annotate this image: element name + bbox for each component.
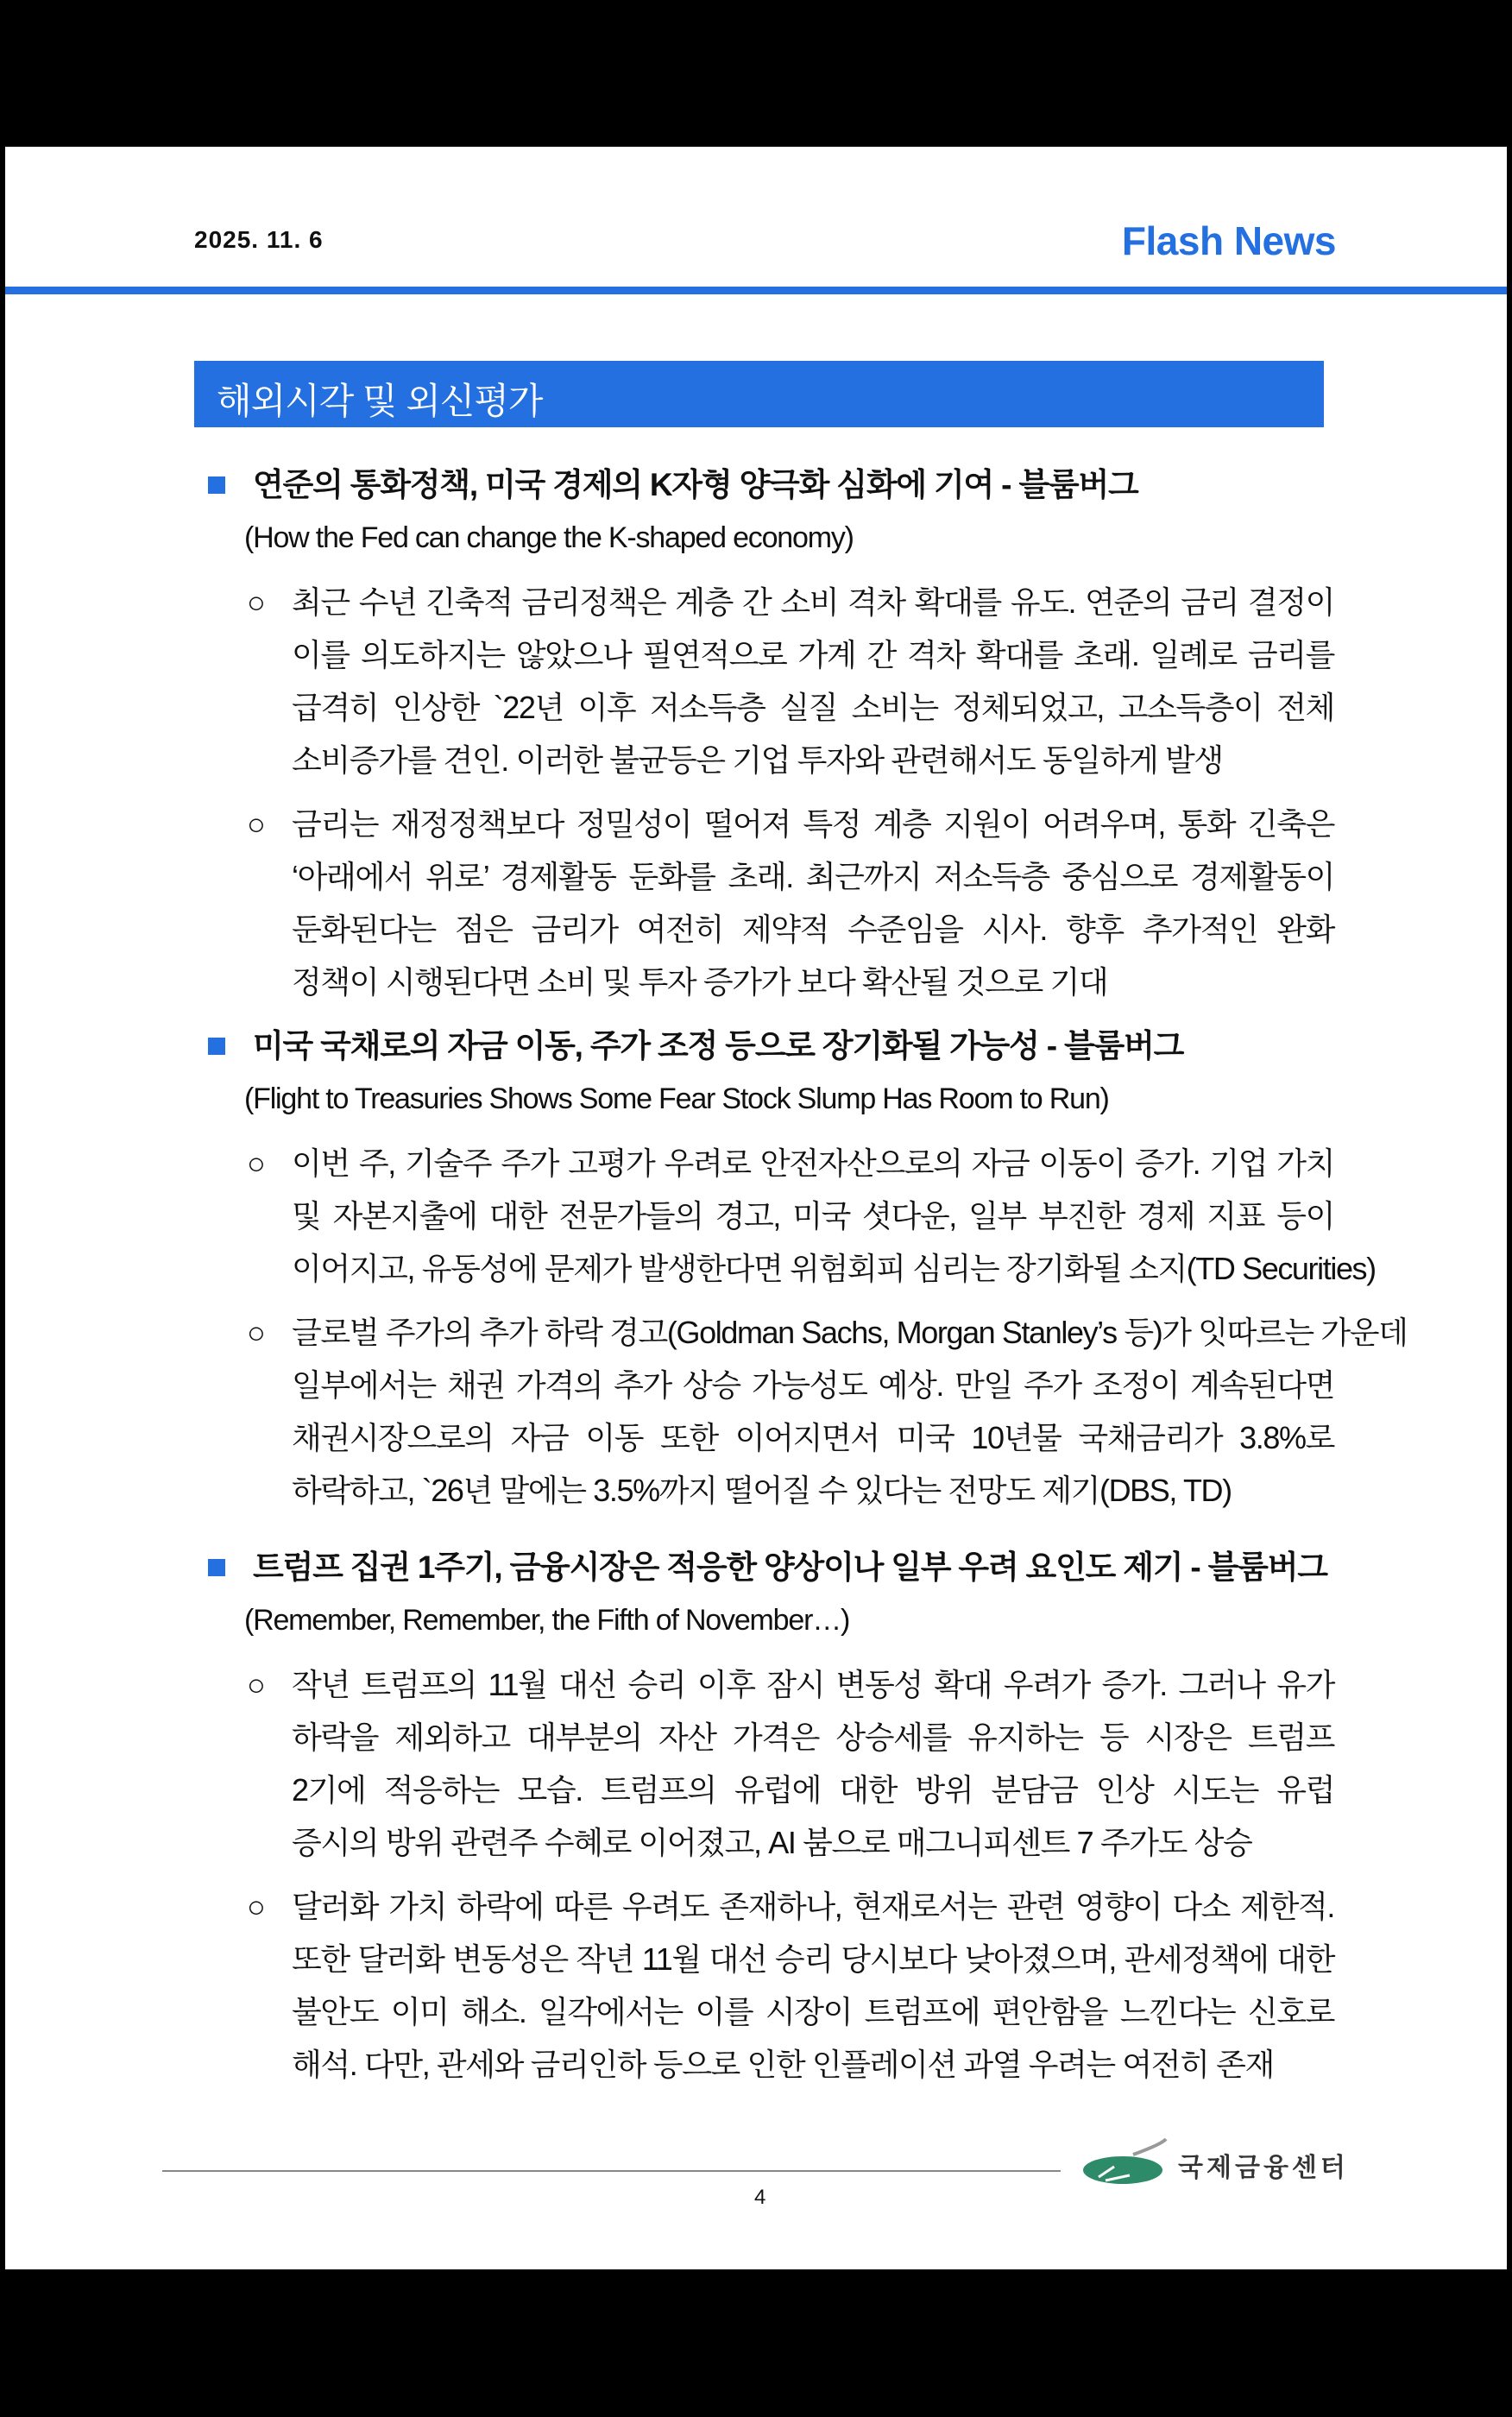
article-paragraph (208, 1658, 1334, 1869)
circle-bullet-icon: ○ (247, 1315, 266, 1350)
article-headline (208, 458, 1330, 511)
paragraph-line: 이어지고, 유동성에 문제가 발생한다면 위험회피 심리는 장기화될 소지(TD Securities) (292, 1251, 1376, 1286)
paragraph-line: 해석. 다만, 관세와 금리인하 등으로 인한 인플레이션 과열 우려는 여전히 존재 (292, 2047, 1274, 2082)
paragraph-line: 채권시장으로의 자금 이동 또한 이어지면서 미국 10년물 국채금리가 3.8%로 (292, 1420, 1334, 1455)
org-logo (1080, 2137, 1356, 2189)
article-subtitle: (Flight to Treasuries Shows Some Fear Stock Slump Has Room to Run) (244, 1082, 1109, 1115)
article (208, 458, 1334, 1008)
square-bullet-icon (208, 1038, 225, 1055)
article-headline (208, 1541, 1330, 1593)
paragraph-line: 및 자본지출에 대한 전문가들의 경고, 미국 셧다운, 일부 부진한 경제 지표 등이 (292, 1198, 1334, 1234)
paragraph-line: 하락하고, `26년 말에는 3.5%까지 떨어질 수 있다는 전망도 제기(DBS, TD) (292, 1473, 1232, 1508)
paragraph-line: 이번 주, 기술주 주가 고평가 우려로 안전자산으로의 자금 이동이 증가. 기업 가치 (292, 1145, 1334, 1181)
header-divider (5, 287, 1507, 294)
article-headline (208, 1019, 1330, 1072)
circle-bullet-icon: ○ (247, 1667, 266, 1702)
paragraph-line: 최근 수년 긴축적 금리정책은 계층 간 소비 격차 확대를 유도. 연준의 금리 결정이 (292, 584, 1334, 620)
paragraph-line: 글로벌 주가의 추가 하락 경고(Goldman Sachs, Morgan Stanley’s 등)가 잇따르는 가운데 (292, 1315, 1408, 1350)
headline-text: 미국 국채로의 자금 이동, 주가 조정 등으로 장기화될 가능성 - 블룸버그 (253, 1028, 1184, 1063)
paragraph-line: 일부에서는 채권 가격의 추가 상승 가능성도 예상. 만일 주가 조정이 계속된다면 (292, 1367, 1334, 1403)
footer-divider (162, 2170, 1061, 2172)
paragraph-line: 정책이 시행된다면 소비 및 투자 증가가 보다 확산될 것으로 기대 (292, 964, 1108, 1000)
circle-bullet-icon: ○ (247, 1145, 266, 1181)
logo-ellipse-icon (1080, 2137, 1175, 2189)
paragraph-line: 금리는 재정정책보다 정밀성이 떨어져 특정 계층 지원이 어려우며, 통화 긴축은 (292, 806, 1334, 842)
paragraph-line: 작년 트럼프의 11월 대선 승리 이후 잠시 변동성 확대 우려가 증가. 그러나 유가 (292, 1667, 1334, 1702)
article-paragraph (208, 1137, 1376, 1295)
article-subtitle: (Remember, Remember, the Fifth of November…) (244, 1604, 850, 1637)
article-subtitle: (How the Fed can change the K-shaped economy) (244, 521, 854, 554)
article-paragraph (208, 798, 1334, 1008)
circle-bullet-icon: ○ (247, 1889, 266, 1924)
paragraph-line: 이를 의도하지는 않았으나 필연적으로 가계 간 격차 확대를 초래. 일례로 금리를 (292, 637, 1334, 672)
square-bullet-icon (208, 1559, 225, 1576)
report-date: 2025. 11. 6 (194, 226, 324, 253)
articles-list (208, 458, 1408, 2091)
circle-bullet-icon: ○ (247, 806, 266, 842)
paragraph-line: ‘아래에서 위로’ 경제활동 둔화를 초래. 최근까지 저소득층 중심으로 경제활동이 (292, 859, 1334, 894)
paragraph-line: 증시의 방위 관련주 수혜로 이어졌고, AI 붐으로 매그니피센트 7 주가도 상승 (292, 1825, 1252, 1860)
section-title: 해외시각 및 외신평가 (217, 381, 543, 421)
section-banner (194, 361, 1324, 427)
headline-text: 연준의 통화정책, 미국 경제의 K자형 양극화 심화에 기여 - 블룸버그 (253, 467, 1138, 502)
circle-bullet-icon: ○ (247, 584, 266, 620)
page-number: 4 (754, 2186, 766, 2209)
paragraph-line: 하락을 제외하고 대부분의 자산 가격은 상승세를 유지하는 등 시장은 트럼프 (292, 1720, 1334, 1755)
paragraph-line: 또한 달러화 변동성은 작년 11월 대선 승리 당시보다 낮아졌으며, 관세정책에 대한 (292, 1941, 1334, 1977)
headline-text: 트럼프 집권 1주기, 금융시장은 적응한 양상이나 일부 우려 요인도 제기 - 블룸버그 (253, 1549, 1327, 1585)
brand-title: Flash News (1121, 218, 1336, 263)
paragraph-line: 불안도 이미 해소. 일각에서는 이를 시장이 트럼프에 편안함을 느낀다는 신호로 (292, 1994, 1334, 2029)
article-paragraph (208, 576, 1334, 786)
article-paragraph (208, 1880, 1334, 2091)
document-page (5, 147, 1507, 2269)
paragraph-line: 둔화된다는 점은 금리가 여전히 제약적 수준임을 시사. 향후 추가적인 완화 (292, 912, 1334, 947)
paragraph-line: 2기에 적응하는 모습. 트럼프의 유럽에 대한 방위 분담금 인상 시도는 유럽 (292, 1772, 1334, 1808)
paragraph-line: 달러화 가치 하락에 따른 우려도 존재하나, 현재로서는 관련 영향이 다소 제한적. (292, 1889, 1334, 1924)
paragraph-line: 급격히 인상한 `22년 이후 저소득층 실질 소비는 정체되었고, 고소득층이 전체 (292, 690, 1334, 725)
paragraph-line: 소비증가를 견인. 이러한 불균등은 기업 투자와 관련해서도 동일하게 발생 (292, 742, 1223, 778)
article-paragraph (208, 1306, 1408, 1517)
org-name: 국제금융센터 (1178, 2154, 1349, 2182)
article (208, 1019, 1408, 1517)
square-bullet-icon (208, 476, 225, 494)
article (208, 1541, 1334, 2091)
